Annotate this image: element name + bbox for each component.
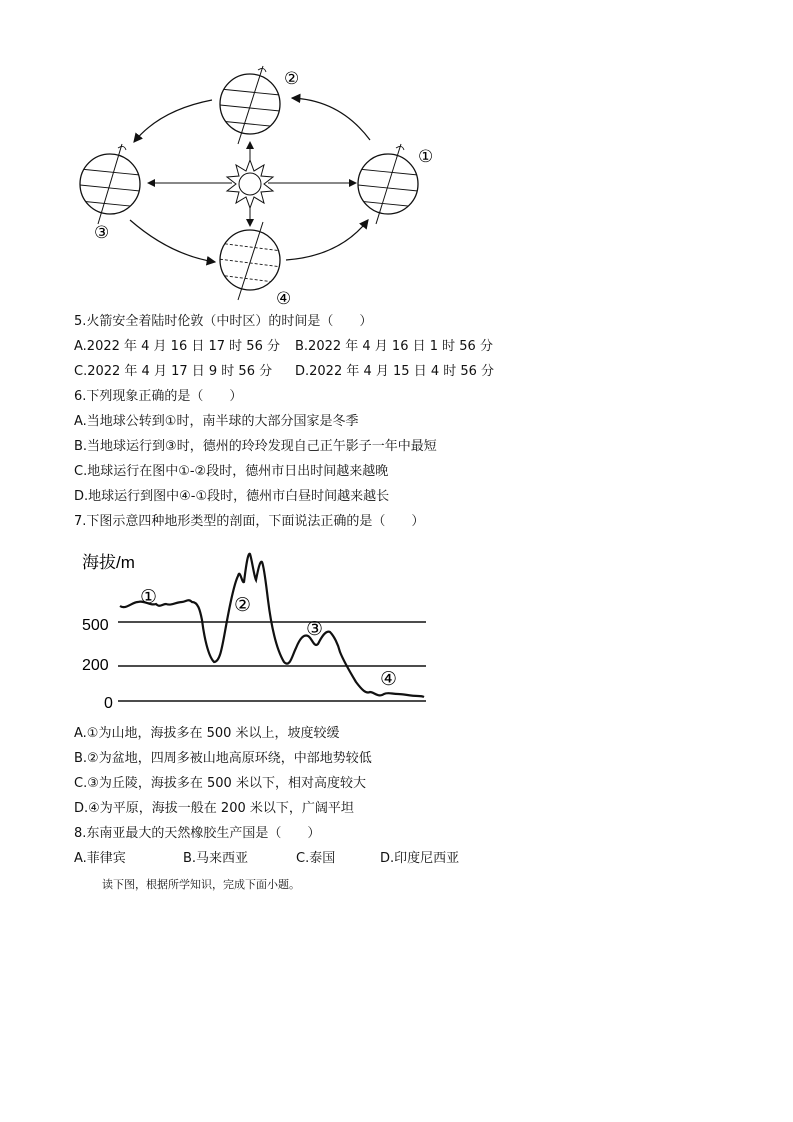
terrain-label-1: ①	[140, 587, 158, 608]
q5-option-d[interactable]: D.2022 年 4 月 15 日 4 时 56 分	[295, 364, 495, 379]
q6-option-d[interactable]: D.地球运行到图中④-①段时，德州市白昼时间越来越长	[74, 489, 390, 504]
q6-option-a[interactable]: A.当地球公转到①时，南半球的大部分国家是冬季	[74, 414, 359, 429]
terrain-label-3: ③	[306, 619, 324, 640]
q7-option-c[interactable]: C.③为丘陵，海拔多在 500 米以下，相对高度较大	[74, 776, 366, 791]
tick-500: 500	[82, 617, 109, 634]
terrain-profile-line	[120, 554, 424, 697]
tick-200: 200	[82, 657, 109, 674]
q8-option-b[interactable]: B.马来西亚	[183, 851, 249, 866]
terrain-profile-diagram	[74, 540, 434, 710]
q7-stem: 7.下图示意四种地形类型的剖面，下面说法正确的是（ ）	[74, 514, 425, 529]
label-1: ①	[418, 147, 434, 166]
q8-option-c[interactable]: C.泰国	[296, 851, 336, 866]
q8-option-a[interactable]: A.菲律宾	[74, 851, 126, 866]
earth-position-1	[348, 144, 428, 224]
q8-option-d[interactable]: D.印度尼西亚	[380, 851, 460, 866]
q6-stem: 6.下列现象正确的是（ ）	[74, 389, 243, 404]
terrain-label-4: ④	[380, 669, 398, 690]
orbit-arc-left-to-bottom	[130, 220, 215, 262]
label-2: ②	[284, 69, 300, 88]
q7-option-a[interactable]: A.①为山地，海拔多在 500 米以上，坡度较缓	[74, 726, 340, 741]
reading-instruction: 读下图，根据所学知识，完成下面小题。	[102, 878, 300, 891]
tick-0: 0	[104, 695, 113, 710]
q7-option-b[interactable]: B.②为盆地，四周多被山地高原环绕，中部地势较低	[74, 751, 372, 766]
orbit-arc-right-to-top	[292, 98, 370, 140]
orbit-arc-top-to-left	[134, 100, 212, 142]
sun-icon	[227, 160, 273, 208]
q5-option-b[interactable]: B.2022 年 4 月 16 日 1 时 56 分	[295, 339, 493, 354]
earth-position-2	[210, 66, 290, 144]
y-axis-label: 海拔/m	[82, 553, 135, 572]
label-4: ④	[276, 289, 292, 308]
q6-option-b[interactable]: B.当地球运行到③时，德州的玲玲发现自己正午影子一年中最短	[74, 439, 437, 454]
label-3: ③	[94, 223, 110, 242]
earth-position-3	[70, 144, 150, 224]
q8-stem: 8.东南亚最大的天然橡胶生产国是（ ）	[74, 826, 321, 841]
q5-option-a[interactable]: A.2022 年 4 月 16 日 17 时 56 分	[74, 339, 280, 354]
q7-option-d[interactable]: D.④为平原，海拔一般在 200 米以下，广阔平坦	[74, 801, 354, 816]
orbit-arc-bottom-to-right	[286, 220, 368, 260]
q5-stem: 5.火箭安全着陆时伦敦（中时区）的时间是（ ）	[74, 314, 373, 329]
q6-option-c[interactable]: C.地球运行在图中①-②段时，德州市日出时间越来越晚	[74, 464, 389, 479]
q5-option-c[interactable]: C.2022 年 4 月 17 日 9 时 56 分	[74, 364, 273, 379]
earth-revolution-diagram	[70, 60, 450, 310]
terrain-label-2: ②	[234, 595, 252, 616]
